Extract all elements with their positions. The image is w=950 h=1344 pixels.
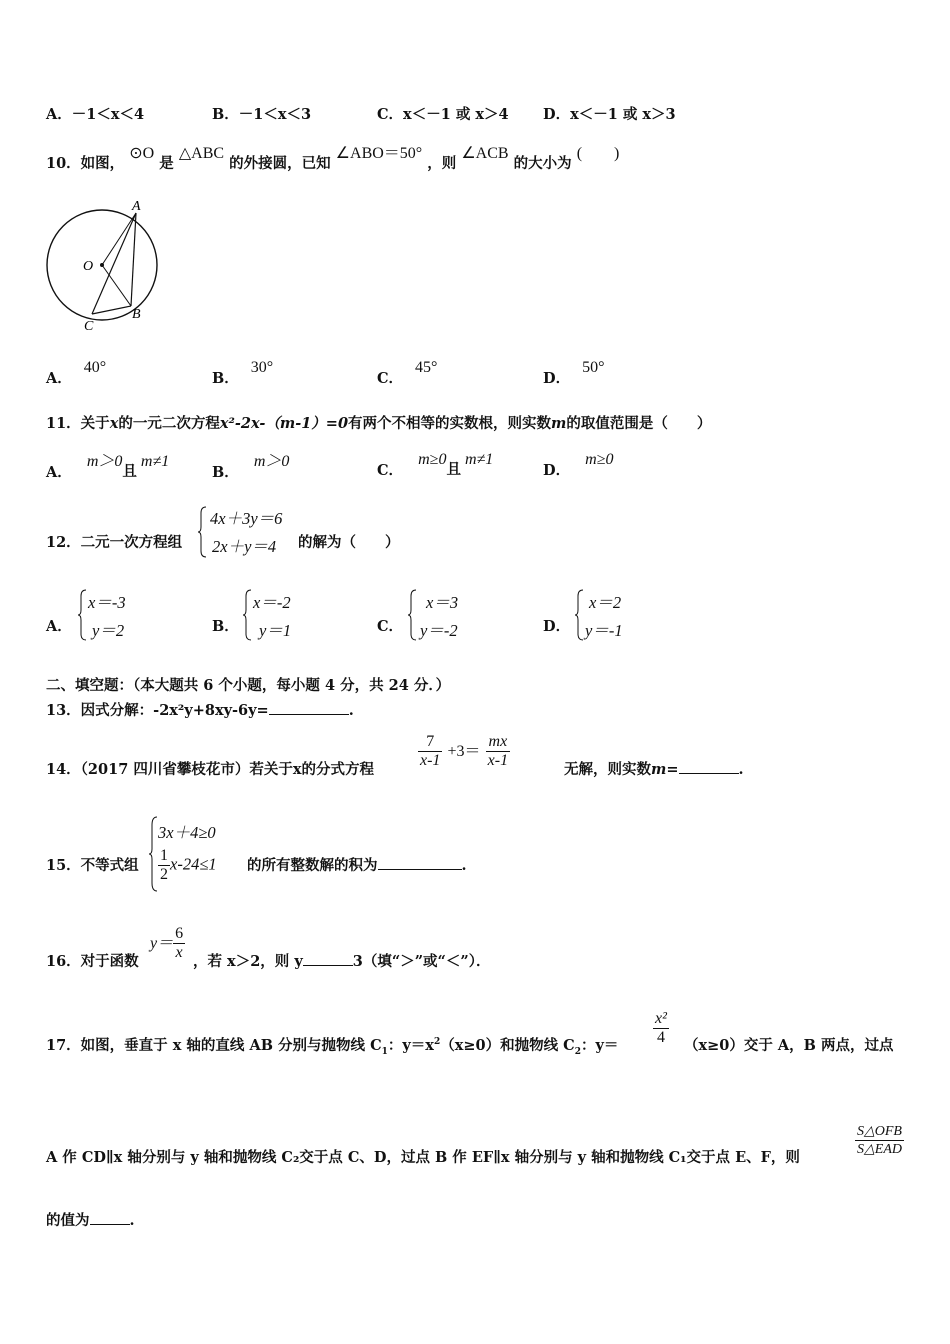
q12-option-c-label: C． (377, 618, 404, 635)
q16-post: ，若 x＞2，则 y 3（填“＞”或“＜”）． (193, 953, 491, 970)
q12-option-a-system: x＝-3 y＝2 (78, 588, 158, 642)
label-b: B (132, 307, 141, 322)
q12-option-d-label: D． (543, 618, 571, 635)
q10-circle-figure (40, 198, 170, 338)
q12-option-c-system: x＝3 y＝-2 (408, 588, 488, 642)
q15-answer-blank[interactable] (378, 855, 462, 870)
q9-option-b-value: －1＜x＜3 (238, 106, 312, 123)
segment-oa (102, 213, 136, 265)
q11-stem: 11．关于x的一元二次方程x²-2x-（m-1）=0有两个不相等的实数根，则实数m的取值范围是（ ） (46, 415, 712, 432)
q17-line1-end: （x≥0）交于 A，B 两点，过点 (684, 1037, 894, 1054)
q15-eq1: 3x＋4≥0 (158, 823, 216, 842)
q9-option-d-value: x＜－1 或 x＞3 (570, 106, 676, 123)
q16-answer-blank[interactable] (303, 951, 353, 966)
q9-option-c-value: x＜－1 或 x＞4 (403, 106, 509, 123)
q17-fraction: $\frac{\text{x²}}{4}$ (655, 1010, 667, 1046)
q12-post: 的解为（ ） (298, 534, 400, 551)
q12-option-a-label: A． (46, 618, 72, 635)
q10-option-a: A．40° (46, 359, 107, 387)
q13-stem: 13．因式分解：-2x²y+8xy-6y= . (46, 702, 354, 719)
q12-eq2: 2x＋y＝4 (212, 537, 277, 556)
q13-answer-blank[interactable] (269, 700, 349, 715)
q10-option-b: B．30° (212, 359, 274, 387)
q16-function: y＝ $\frac{6}{x}$ (150, 925, 184, 961)
q9-option-a-value: －1＜x＜4 (71, 106, 145, 123)
q14-stem-post: 无解，则实数m= . (564, 761, 744, 778)
label-c: C (84, 319, 94, 334)
label-o: O (83, 259, 94, 274)
center-point (100, 263, 104, 267)
segment-ab (131, 213, 136, 306)
q12-option-b-label: B． (212, 618, 239, 635)
q14-equation: $\frac{7}{x-1}$ +3＝ $\frac{mx}{x-1}$ (420, 733, 509, 769)
q17-line2: A 作 CD∥x 轴分别与 y 轴和抛物线 C₂交于点 C、D，过点 B 作 EF∥x 轴分别与 y 轴和抛物线 C₁交于点 E、F，则 (46, 1149, 800, 1166)
q17-line1: 17．如图，垂直于 x 轴的直线 AB 分别与抛物线 $C_1$：$y=x^2(x\ge 0)$和抛物线 $C_2$：y＝ (46, 1037, 619, 1057)
q15-eq2: $\frac{1}{2}$ x-24≤1 (160, 847, 217, 883)
segment-ca (92, 213, 136, 314)
q16-pre: 16．对于函数 (46, 953, 139, 970)
q10-option-c: C．45° (377, 359, 438, 387)
q11-option-c: C． m≥0且m≠1 (377, 451, 494, 479)
segment-cb (92, 306, 131, 314)
segment-ob (102, 265, 131, 306)
q9-option-c: C．x＜－1 或 x＞4 (377, 106, 509, 123)
q12-pre: 12．二元一次方程组 (46, 534, 183, 551)
q11-option-b: B． m＞0 (212, 453, 290, 481)
q9-option-b: B．－1＜x＜3 (212, 106, 312, 123)
q11-option-d: D． m≥0 (543, 451, 614, 479)
q9-option-d: D．x＜－1 或 x＞3 (543, 106, 676, 123)
q12-option-b-system: x＝-2 y＝1 (243, 588, 323, 642)
q17-ratio: $\frac{\text{S△OFB}}{\text{S△EAD}}$ (857, 1124, 902, 1157)
q10-stem: 10．如图， ⊙O 是 △ABC 的外接圆，已知 ∠ABO＝50° ，则 ∠ACB 的大小为 ( ) (46, 145, 620, 172)
q15-post: 的所有整数解的积为 . (247, 857, 467, 874)
q11-option-a: A． m＞0且m≠1 (46, 453, 170, 481)
section-2-heading: 二、填空题：（本大题共 6 个小题，每小题 4 分，共 24 分．） (46, 677, 451, 694)
q14-stem-pre: 14．（2017 四川省攀枝花市）若关于x的分式方程 (46, 761, 374, 778)
q15-pre: 15．不等式组 (46, 857, 139, 874)
q12-system (198, 505, 298, 559)
label-a: A (132, 199, 141, 214)
q14-answer-blank[interactable] (679, 759, 739, 774)
q17-line3: 的值为 . (46, 1212, 135, 1229)
q15-system (149, 815, 249, 893)
q10-option-d: D．50° (543, 359, 605, 387)
q17-answer-blank[interactable] (90, 1210, 130, 1225)
q9-option-a: A．－1＜x＜4 (46, 106, 145, 123)
q12-eq1: 4x＋3y＝6 (210, 509, 283, 528)
q12-option-d-system: x＝2 y＝-1 (575, 588, 655, 642)
